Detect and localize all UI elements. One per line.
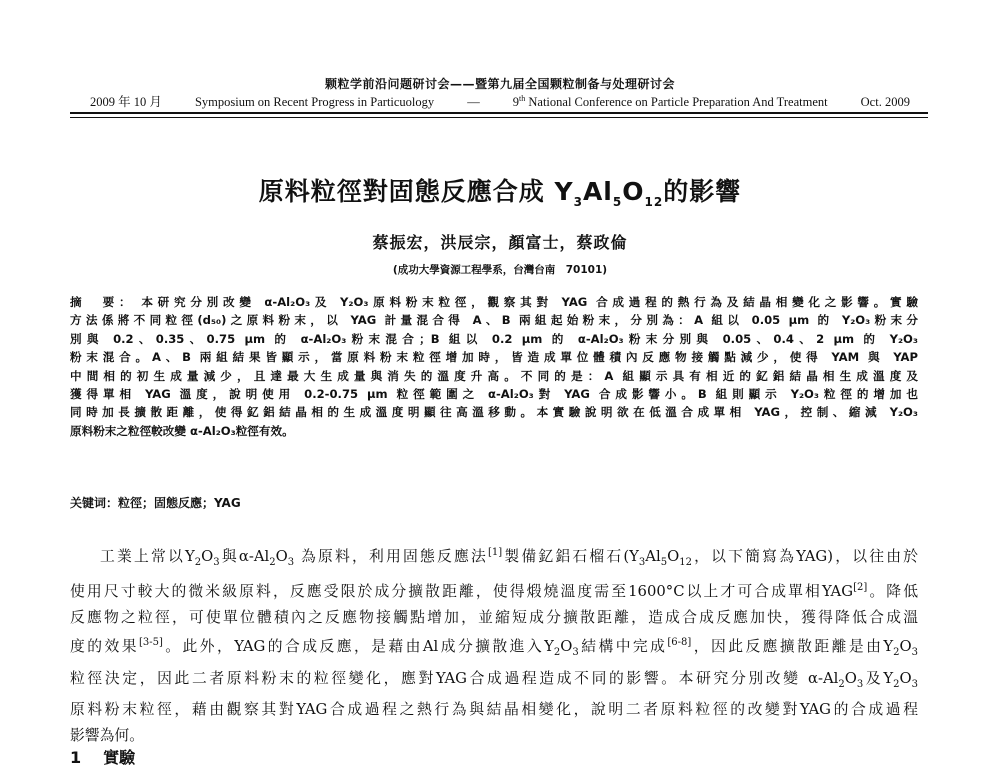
header-dash: — [467, 95, 480, 109]
body-line: 度的效果[3-5]。此外，YAG的合成反應，是藉由Al成分擴散進入$Y_2O_3$結構中完成[6-8]，因此反應擴散距離是由$Y_2O_3$ [70, 637, 918, 659]
abstract-line: 摘 要： 本研究分別改變 α-Al₂O₃及 Y₂O₃原料粉末粒徑，觀察其對 YAG 合成過程的熱行為及結晶相變化之影響。實驗 [70, 295, 918, 309]
body-line: 反應物之粒徑，可使單位體積內之反應物接觸點增加，並縮短成分擴散距離，造成合成反應加快，獲得降低合成溫 [70, 608, 918, 626]
author-list: 蔡振宏，洪辰宗，顏富士，蔡政倫 [372, 233, 628, 252]
citation: [2] [853, 582, 868, 594]
abstract-line: 獲得單相 YAG 溫度，說明使用 0.2-0.75 μm 粒徑範圍之 α-Al₂O₃對 YAG 合成影響小。B 組則顯示 Y₂O₃粒徑的增加也 [70, 387, 918, 402]
keywords-label: 关键词： [70, 496, 119, 510]
abstract-line: 別與 0.2、0.35、0.75 μm 的 α-Al₂O₃粉末混合；B 組以 0.2 μm 的 α-Al₂O₃粉末分別與 0.05、0.4、2 μm 的 Y₂O₃ [70, 331, 918, 346]
running-header-chinese: 颗粒学前沿问题研讨会——暨第九届全国颗粒制备与处理研讨会 [324, 77, 675, 91]
body-line: 工業上常以$Y_2O_3$與$\alpha-Al_2O_3$ 為原料，利用固態反應法[1]製備釔鋁石榴石($Y_3Al_5O_{12}$，以下簡寫為YAG)，以往由於 [100, 547, 918, 568]
abstract-label: 摘 要： [70, 295, 136, 309]
running-header-english [90, 92, 910, 110]
body-line: 原料粉末粒徑，藉由觀察其對YAG合成過程之熱行為與結晶相變化，說明二者原料粒徑的改變對YAG的合成過程 [70, 701, 918, 719]
citation: [1] [488, 547, 503, 558]
abstract-line: 原料粉末之粒徑較改變 α-Al₂O₃粒徑有效。 [70, 423, 294, 438]
section-heading [70, 745, 135, 768]
header-rule-thin [70, 117, 928, 118]
header-national-conference: 9th National Conference on Particle Preparation And Treatment [512, 93, 828, 109]
abstract-line: 粉末混合。A、B 兩組結果皆顯示，當原料粉末粒徑增加時，皆造成單位體積內反應物接觸點減少，使得 YAM 與 YAP [70, 350, 918, 365]
header-rule-thick [70, 112, 928, 114]
body-line: 影響為何。 [70, 726, 144, 744]
citation: [3-5] [138, 637, 163, 649]
header-date-en: Oct. 2009 [860, 95, 910, 109]
body-line: 使用尺寸較大的微米級原料，反應受限於成分擴散距離，使得煅燒溫度需至1600°C以上才可合成單相YAG[2]。降低 [70, 582, 918, 601]
keywords [70, 494, 918, 511]
abstract-line: 方法係將不同粒徑(d₅₀)之原料粉末，以 YAG 計量混合得 A、B 兩組起始粉末，分別為：A 組以 0.05 μm 的 Y₂O₃粉末分 [70, 313, 918, 328]
body-line: 粒徑決定，因此二者原料粉末的粒徑變化，應對YAG合成過程造成不同的影響。本研究分別改變 $\alpha-Al_2O_3$及$Y_2O_3$ [70, 669, 918, 690]
paper-title: 原料粒徑對固態反應合成 $Y_3Al_5O_{12}$的影響 [258, 177, 742, 209]
affiliation: (成功大學資源工程學系，台灣台南 70101) [392, 264, 608, 276]
header-date-cn: 2009 年 10 月 [90, 95, 162, 109]
citation: [6-8] [667, 637, 692, 649]
header-symposium: Symposium on Recent Progress in Particuology [194, 95, 435, 109]
abstract-line: 中間相的初生成量減少，且達最大生成量與消失的溫度升高。不同的是：A 組顯示具有相近的釔鋁結晶相生成溫度及 [70, 368, 918, 383]
section-number: 1 [70, 748, 82, 767]
introduction-paragraph [70, 540, 918, 748]
abstract [70, 293, 918, 440]
section-title: 實驗 [103, 748, 136, 767]
abstract-line: 同時加長擴散距離，使得釔鋁結晶相的生成溫度明顯往高溫移動。本實驗說明欲在低溫合成單相 YAG，控制、縮減 Y₂O₃ [70, 405, 918, 420]
keywords-text: 粒徑；固態反應；YAG [118, 496, 241, 510]
